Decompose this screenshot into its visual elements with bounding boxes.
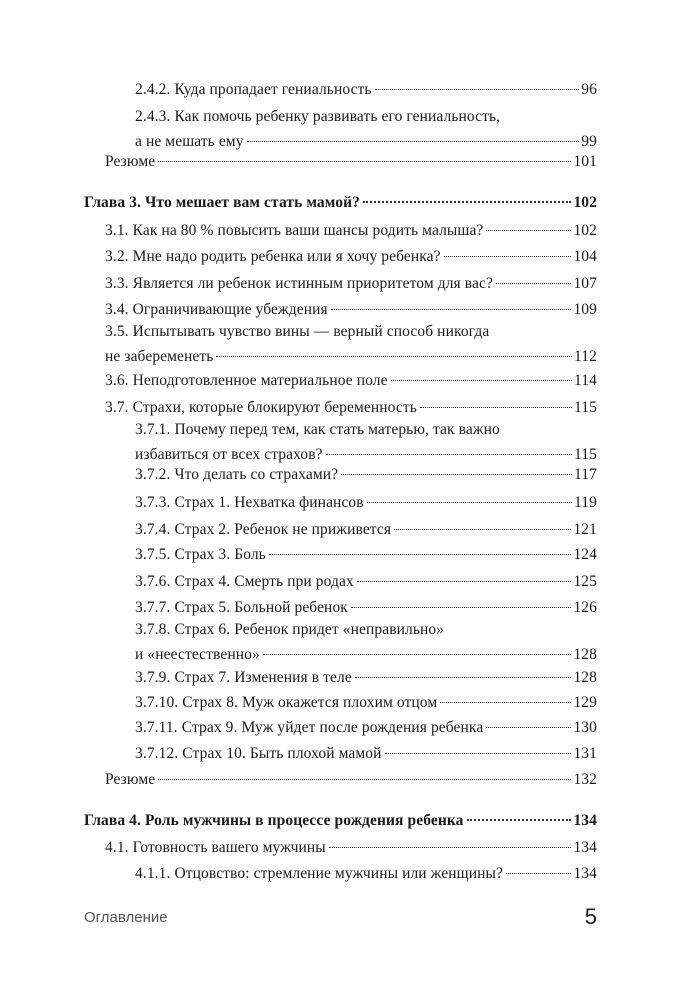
dot-leader (326, 454, 572, 455)
toc-entry-line (135, 80, 597, 100)
toc-entry (135, 598, 597, 618)
toc-entry (135, 744, 597, 764)
toc-page-number: 115 (574, 399, 597, 416)
toc-entry-title: 3.7.7. Страх 5. Больной ребенок (135, 599, 348, 616)
toc-page-number: 128 (573, 669, 597, 686)
toc-entry-title: 3.7. Страхи, которые блокируют беременность (105, 399, 417, 416)
toc-entry-line (105, 398, 597, 418)
toc-entry (135, 545, 597, 565)
dot-leader (394, 529, 571, 530)
toc-page-number: 132 (573, 771, 597, 788)
toc-entry (105, 274, 597, 294)
toc-entry-title: не забеременеть (105, 348, 214, 365)
dot-leader (357, 581, 572, 582)
toc-page-number: 121 (573, 521, 597, 538)
toc-entry-title: 2.4.3. Как помочь ребенку развивать его гениальность, (135, 108, 501, 125)
toc-entry-line (135, 668, 597, 688)
dot-leader (351, 607, 572, 608)
toc-page-number: 128 (573, 646, 597, 663)
dot-leader (355, 677, 572, 678)
toc-chapter-entry (84, 193, 597, 213)
toc-entry-title: избавиться от всех страхов? (135, 446, 323, 463)
toc-entry-line (135, 864, 597, 884)
toc-entry-title: 3.1. Как на 80 % повысить ваши шансы родить малыша? (105, 222, 484, 239)
toc-entry-line (135, 465, 597, 485)
toc-entry-line (135, 132, 597, 152)
toc-page-number: 117 (574, 466, 597, 483)
toc-entry-title: 3.7.2. Что делать со страхами? (135, 466, 339, 483)
toc-entry-title: Резюме (105, 153, 156, 170)
toc-entry (105, 300, 597, 320)
toc-entry-title: 3.7.8. Страх 6. Ребенок придет «неправильно» (135, 621, 445, 638)
toc-entry-title: Глава 4. Роль мужчины в процессе рождения ребенка (84, 812, 464, 829)
toc-page-number: 101 (573, 153, 597, 170)
toc-entry-line (105, 371, 597, 391)
toc-page-number: 129 (573, 694, 597, 711)
toc-entry-line (135, 598, 597, 618)
dot-leader (329, 847, 572, 848)
toc-entry-line (105, 152, 597, 172)
toc-page-number: 124 (573, 546, 597, 563)
toc-entry (135, 493, 597, 513)
toc-entry (135, 107, 597, 152)
toc-entry-line (135, 545, 597, 565)
dot-leader (263, 654, 572, 655)
toc-entry-title: 3.7.12. Страх 10. Быть плохой мамой (135, 745, 382, 762)
toc-page-number: 96 (581, 81, 597, 98)
dot-leader (391, 380, 572, 381)
toc-entry-title: Глава 3. Что мешает вам стать мамой? (84, 194, 360, 211)
dot-leader (158, 779, 571, 780)
toc-entry-line (105, 300, 597, 320)
toc-entry (135, 693, 597, 713)
toc-entry-title: 3.7.11. Страх 9. Муж уйдет после рождения ребенка (135, 719, 484, 736)
dot-leader (247, 141, 580, 142)
toc-entry (135, 620, 597, 665)
toc-entry-line (84, 193, 597, 213)
toc-chapter-entry (84, 811, 597, 831)
dot-leader (375, 89, 580, 90)
toc-entry-line (135, 520, 597, 540)
dot-leader (486, 727, 571, 728)
toc-entry (105, 371, 597, 391)
toc-entry-line (105, 347, 597, 367)
dot-leader (420, 407, 572, 408)
toc-entry-title: 3.7.3. Страх 1. Нехватка финансов (135, 494, 364, 511)
toc-entry-title: и «неестественно» (135, 646, 260, 663)
toc-page-number: 130 (573, 719, 597, 736)
toc-entry-line (135, 493, 597, 513)
toc-entry-line (105, 838, 597, 858)
toc-entry-line (105, 221, 597, 241)
toc-page-number: 102 (573, 222, 597, 239)
dot-leader (367, 502, 572, 503)
toc-entry-title: 3.3. Является ли ребенок истинным приоритетом для вас? (105, 275, 493, 292)
toc-entry-title: 4.1.1. Отцовство: стремление мужчины или женщины? (135, 865, 503, 882)
toc-entry (105, 247, 597, 267)
dot-leader (363, 201, 571, 203)
toc-entry-line (105, 247, 597, 267)
dot-leader (496, 283, 572, 284)
toc-page-number: 104 (573, 248, 597, 265)
toc-page-number: 125 (573, 573, 597, 590)
toc-entry-line (135, 572, 597, 592)
toc-entry (105, 152, 597, 172)
toc-entry-line (135, 645, 597, 665)
toc-entry-line (105, 322, 597, 342)
toc-page-number: 134 (573, 865, 597, 882)
toc-page-number: 102 (573, 194, 597, 211)
toc-entry (105, 398, 597, 418)
toc-entry-line (135, 107, 597, 127)
toc-entry (105, 770, 597, 790)
toc-entry-title: 3.7.1. Почему перед тем, как стать матерью, так важно (135, 421, 500, 438)
dot-leader (440, 702, 571, 703)
dot-leader (158, 161, 571, 162)
toc-entry-title: 3.7.4. Страх 2. Ребенок не приживется (135, 521, 392, 538)
toc-entry-title: 3.5. Испытывать чувство вины — верный способ никогда (105, 323, 490, 340)
toc-entry (105, 838, 597, 858)
dot-leader (467, 819, 572, 821)
dot-leader (486, 230, 571, 231)
toc-page-number: 114 (574, 372, 597, 389)
dot-leader (506, 873, 571, 874)
toc-entry (135, 420, 597, 465)
toc-entry (135, 465, 597, 485)
toc-page-number: 109 (573, 301, 597, 318)
toc-page-number: 107 (573, 275, 597, 292)
toc-entry (135, 80, 597, 100)
dot-leader (269, 554, 572, 555)
toc-entry-title: 3.2. Мне надо родить ребенка или я хочу ребенка? (105, 248, 441, 265)
toc-page-number: 112 (574, 348, 597, 365)
toc-entry (135, 668, 597, 688)
running-footer-label: Оглавление (84, 909, 168, 926)
toc-page-number: 134 (573, 839, 597, 856)
toc-page-number: 119 (574, 494, 597, 511)
dot-leader (331, 309, 572, 310)
toc-entry-title: Резюме (105, 771, 156, 788)
toc-entry (105, 322, 597, 367)
toc-entry-title: 2.4.2. Куда пропадает гениальность (135, 81, 372, 98)
toc-entry-line (135, 420, 597, 440)
toc-entry-line (135, 744, 597, 764)
toc-entry (105, 221, 597, 241)
toc-entry (135, 520, 597, 540)
toc-entry-line (84, 811, 597, 831)
toc-page-number: 134 (573, 812, 597, 829)
toc-entry-line (135, 718, 597, 738)
toc-page-number: 99 (581, 133, 597, 150)
toc-entry-line (105, 274, 597, 294)
toc-entry-line (135, 445, 597, 465)
toc-page-number: 131 (573, 745, 597, 762)
dot-leader (216, 356, 572, 357)
toc-entry-title: а не мешать ему (135, 133, 244, 150)
dot-leader (341, 474, 572, 475)
toc-entry-line (105, 770, 597, 790)
toc-entry (135, 718, 597, 738)
toc-entry-title: 3.7.10. Страх 8. Муж окажется плохим отцом (135, 694, 438, 711)
toc-entry-title: 3.7.5. Страх 3. Боль (135, 546, 266, 563)
toc-entry-line (135, 620, 597, 640)
dot-leader (444, 256, 572, 257)
toc-entry-line (135, 693, 597, 713)
page-number: 5 (584, 904, 597, 929)
toc-entry (135, 572, 597, 592)
toc-entry-title: 3.6. Неподготовленное материальное поле (105, 372, 388, 389)
toc-entry-title: 3.7.6. Страх 4. Смерть при родах (135, 573, 354, 590)
toc-entry-title: 3.7.9. Страх 7. Изменения в теле (135, 669, 352, 686)
toc-page-number: 126 (573, 599, 597, 616)
dot-leader (385, 753, 572, 754)
toc-entry-title: 3.4. Ограничивающие убеждения (105, 301, 328, 318)
toc-page-number: 115 (574, 446, 597, 463)
toc-entry (135, 864, 597, 884)
toc-entry-title: 4.1. Готовность вашего мужчины (105, 839, 326, 856)
